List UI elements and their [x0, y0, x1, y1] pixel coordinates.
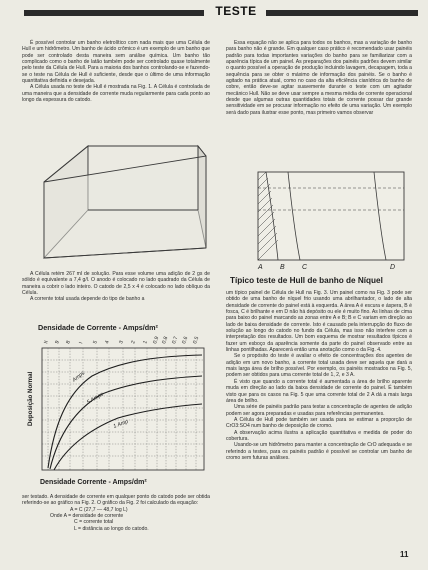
chart-x-label: Densidade Corrente - Amps/dm² [40, 479, 147, 486]
paragraph: Usando-se um hidrômetro para manter a concentração de CrO adequada e se referindo a testes, para os painéis padrão é possível se controlar um banho de cromo sem futuras análises. [226, 442, 412, 461]
paragraph: Se o propósito do teste é avaliar o efeito de concentrações dos agentes de adição em um novo banho, a corrente total usada deve ser aquela que dará a mais larga área de brilho possível. Por exemplo, os painéis mostrados na Fig. 5, podem ser obtidos para uma corrente total de 1, 2, e 3 A. [226, 353, 412, 379]
paragraph: A Célula de Hull pode também ser usada para se estimar a proporção de CrO3:SO4 num banho de deposição de cromo. [226, 416, 412, 430]
page-number: 11 [400, 550, 409, 559]
right-bottom-text [226, 290, 412, 461]
paragraph: Essa equação não se aplica para todos os banhos, mas a variação de banho para banho não é grande. Em qualquer caso prático é recomendado usar painéis padrão para todas importantes variações do banho para se familiarizar com a aparência típica de um painel. As preparações dos painéis padrões devem similar o quanto possível a operação de produção incluindo lavagem, decapagem, toda a sequência para se obter o máximo de informação dos painéis. Se o banho é agitado na prática atual, como no caso da alta eficiência cianídrica do banho de cobre, então deve-se agitar suavemente durante o teste com um agitador mecânico Hull. Não se deve usar sempre a mesma média de corrente operacional desde que algumas outras quantidades totais de corrente possar dar grande sensitividade em se procurar informação no efeito de uma variação. Um exemplo será dado para ilustrar esse ponto, mas primeiro vamos observar [226, 40, 412, 116]
current-density-chart [22, 318, 212, 493]
tick-label: II [43, 339, 50, 345]
paragraph: A Célula usada no teste de Hull é mostrada na Fig. 1. A Célula é controlada de uma maneira que a densidade de corrente muda regularmente para cada ponto ao longo da espessura do catodo. [22, 84, 210, 104]
section-title: TESTE [215, 4, 257, 18]
equation: A = C (27,7 — 48,7 log L) [70, 506, 128, 513]
paragraph: A observação acima ilustra a aplicação quantitativa e medida de poder do cobertura. [226, 429, 412, 442]
header-rule-left [24, 10, 204, 16]
tick-label: 0.8 [161, 335, 170, 345]
test-panel [258, 172, 404, 260]
paragraph: A corrente total usada depende do tipo de banho a [30, 296, 145, 303]
zone-label-a: A [258, 264, 263, 271]
left-mid-text [22, 271, 210, 303]
tick-label: 0.6 [181, 335, 190, 345]
curve-label: Amps [71, 370, 87, 384]
paragraph: É possível controlar um banho eletrolítico com nada mais que uma Célula de Hull e um hidrômetro. Um banho de ácido crômico é um exemplo de um banho que pode ser controlado desta maneira sem análise química. Um banho tão complicado como o banho de latão também pode ser controlado quase totalmente pelo teste da Célula de Hull. Para a maioria dos banhos controlando-se e fazendo-se o teste na Célula de Hull é suficiente, desde que o último de uma informação quantitativa definida e desejada. [22, 40, 211, 85]
definition: C = corrente total [74, 519, 114, 526]
left-bottom-text [22, 494, 210, 532]
tick-label: 2 [130, 339, 137, 345]
tick-label: 4 [104, 339, 111, 345]
tick-label: I [78, 341, 85, 345]
curve-label: 1 Amp [112, 418, 130, 430]
chart-title: Densidade de Corrente - Amps/dm² [38, 323, 158, 332]
zone-label-b: B [280, 264, 285, 271]
zone-label-d: D [390, 264, 396, 271]
definition: Onde A = densidade de corrente [50, 513, 124, 520]
figure-caption: Típico teste de Hull de banho de Níquel [230, 276, 383, 285]
paragraph: A Célula retém 267 ml de solução. Para esse volume uma adição de 2 gs de sólido é equivalente a 7,4 g/l. O anodo é colocado no lado quadrado da Célula de maneira a cobrir o lado inteiro. O catodo de 2,5 x 4 é colocado no lado oblíquo da Célula. [22, 271, 210, 297]
right-top-text [226, 40, 412, 116]
zone-label-c: C [302, 264, 308, 271]
header-rule-right [266, 10, 418, 16]
chart-y-label: Deposição Normal [27, 371, 34, 426]
hull-cell-illustration [22, 140, 212, 270]
paragraph: um típico painel de Célula de Hull na Fig. 3. Um painel como na Fig. 3 pode ser obtido de uma banho de níquel frio usando uma abrilhantador, o lado de alta densidade de corrente do painel está à esquerda. A área A é escura e áspera, B é fosca, C é brilhante e em D não há depósito ou ele é muito fino. As linhas de cima para baixo do painel marcando as zonas entre A e B; B e C variam em direção ao lado de baixa densidade de corrente. Isto é causado pela interrupção do fluxo de solução ao longo do catodo no fundo da Célula, mas isso não interfere com a interpretação dos resultados. Um bom esquema de mostrar resultados típicos é fazer um esboço da aparência somente da parte do painel observado entre as linhas pontilhadas. Aparecerá então uma anotação como o da Fig. 4. [226, 290, 412, 354]
tick-label: 5 [92, 339, 99, 345]
left-top-text [22, 40, 210, 103]
hull-test-panel-figure [226, 170, 412, 274]
paragraph: É visto que quando a corrente total é aumentada a área de brilho aparente muda em direção ao lado da baixa densidade de corrente do painel. É também visto que para os casos na Fig. 5 que uma corrente total de 2 A dá a mais larga área de brilho. [226, 378, 412, 404]
paragraph: ser testado. A densidade de corrente em qualquer ponto do catodo pode ser obtida referindo-se ao gráfico na Fig. 2. O gráfico da Fig. 2 foi calculado da equação: [22, 494, 210, 507]
tick-label: 8 [65, 339, 72, 345]
tick-label: 1 [142, 339, 149, 345]
paragraph: Uma série de painéis padrão para testar a concentração de agentes de adição podem ser agora preparadas e usadas para referências permanentes. [226, 404, 412, 417]
page-header [0, 0, 428, 22]
tick-label: 9 [54, 339, 61, 345]
tick-label: 0.7 [171, 335, 180, 345]
tick-label: 0.5 [192, 335, 201, 345]
curve-label: 5 Amps [86, 391, 105, 406]
tick-label: 0.9 [152, 335, 161, 345]
definition: L = distância ao longo do catodo. [74, 525, 149, 532]
tick-label: 3 [118, 339, 125, 345]
